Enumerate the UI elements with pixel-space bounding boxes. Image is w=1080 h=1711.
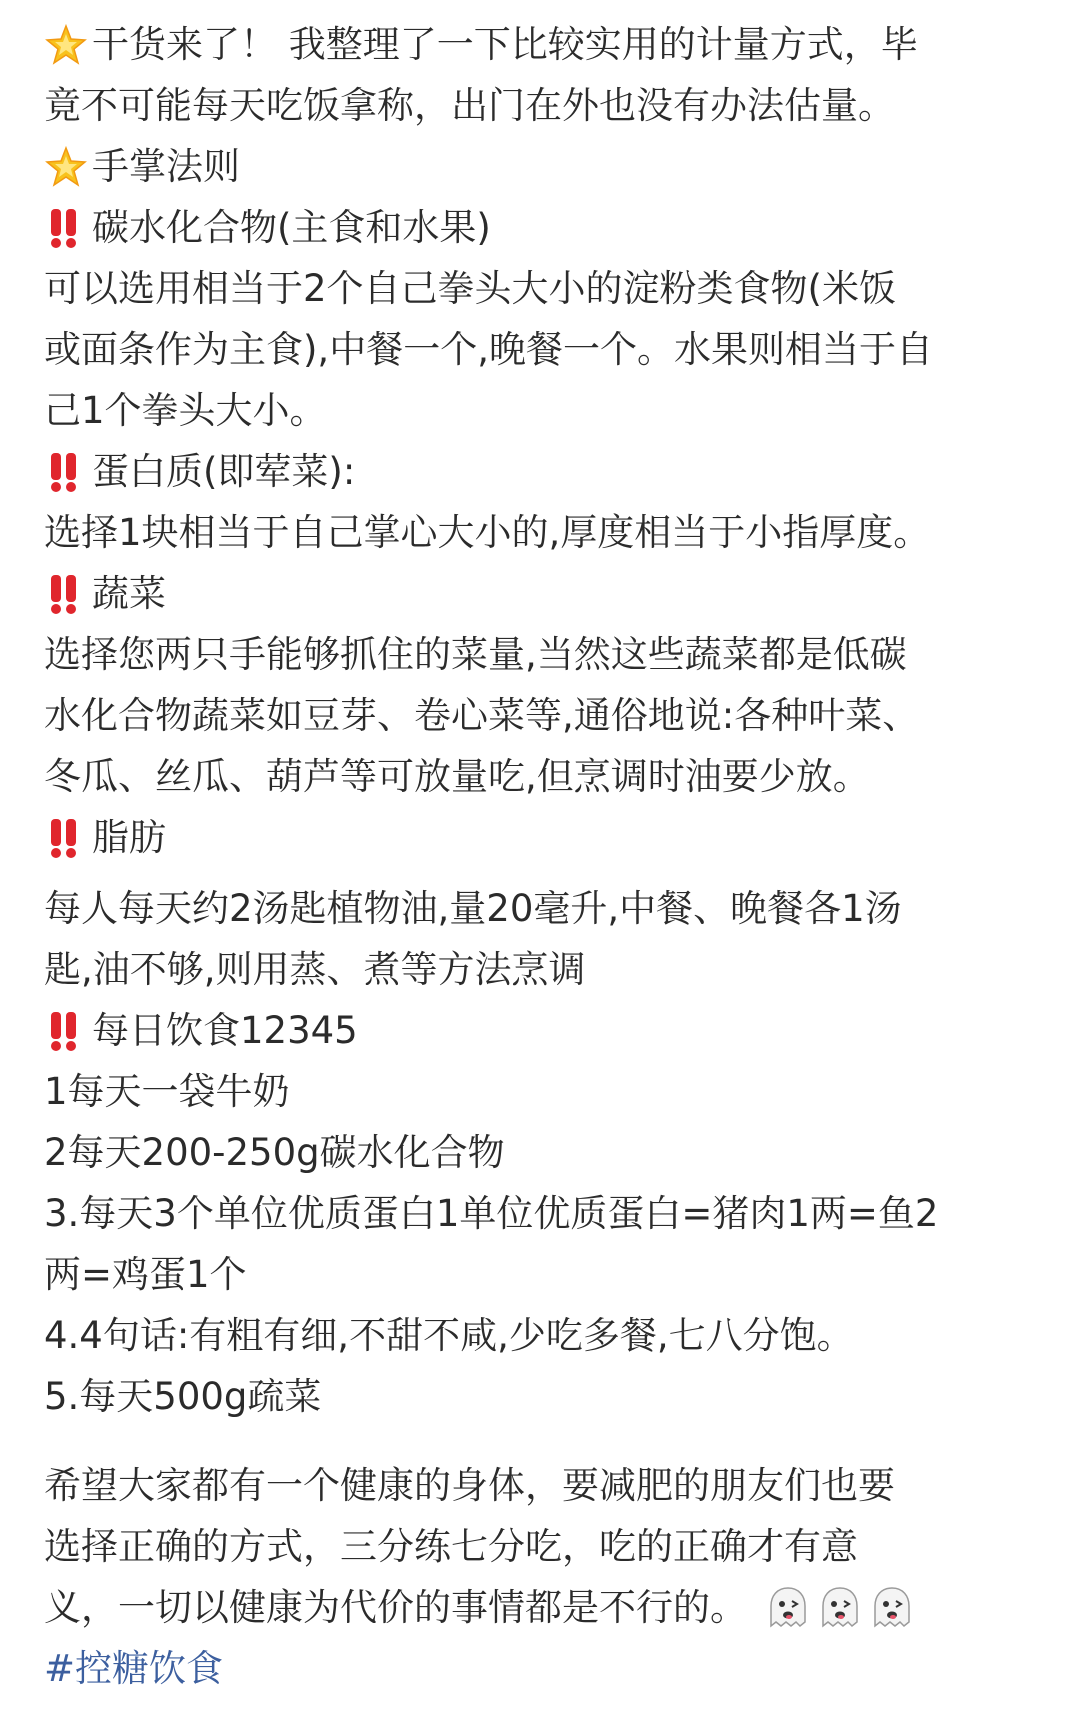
daily-item [44, 1061, 1044, 1122]
fat-heading: 脂肪 [92, 816, 166, 859]
ghost-icon [817, 1585, 863, 1631]
closing-line [44, 1516, 1044, 1577]
intro-line-2 [44, 75, 1044, 136]
carb-body-2: 或面条作为主食),中餐一个,晚餐一个。水果则相当于自 [44, 328, 933, 371]
ghost-icon [765, 1585, 811, 1631]
ghost-icon [869, 1585, 915, 1631]
double-exclamation-icon [44, 816, 88, 860]
daily-item [44, 1122, 1044, 1183]
closing-text-1: 希望大家都有一个健康的身体，要减肥的朋友们也要 [44, 1464, 895, 1507]
daily-item-5: 5.每天500g疏菜 [44, 1375, 322, 1418]
rule-title: 手掌法则 [92, 145, 240, 188]
fat-body-1: 每人每天约2汤匙植物油,量20毫升,中餐、晚餐各1汤 [44, 887, 902, 930]
protein-heading-line [44, 441, 1044, 502]
veg-body-2: 水化合物蔬菜如豆芽、卷心菜等,通俗地说:各种叶菜、 [44, 694, 920, 737]
carb-body-line [44, 258, 1044, 319]
carb-body-line [44, 319, 1044, 380]
fat-body-2: 匙,油不够,则用蒸、煮等方法烹调 [44, 948, 586, 991]
daily-item [44, 1244, 1044, 1305]
post-content [44, 14, 1044, 1699]
protein-body-1: 选择1块相当于自己掌心大小的,厚度相当于小指厚度。 [44, 511, 931, 554]
double-exclamation-icon [44, 572, 88, 616]
rule-title-line [44, 136, 1044, 197]
intro-line-1 [44, 14, 1044, 75]
veg-body-3: 冬瓜、丝瓜、葫芦等可放量吃,但烹调时油要少放。 [44, 755, 870, 798]
spacer [44, 1427, 1044, 1455]
carb-body-1: 可以选用相当于2个自己拳头大小的淀粉类食物(米饭 [44, 267, 896, 310]
daily-item-2: 2每天200-250g碳水化合物 [44, 1131, 505, 1174]
daily-item-1: 1每天一袋牛奶 [44, 1070, 290, 1113]
closing-text-2: 选择正确的方式，三分练七分吃，吃的正确才有意 [44, 1525, 858, 1568]
carb-heading: 碳水化合物(主食和水果) [92, 206, 491, 249]
daily-item [44, 1183, 1044, 1244]
fat-heading-line [44, 807, 1044, 868]
daily-item [44, 1305, 1044, 1366]
daily-item-4: 4.4句话:有粗有细,不甜不咸,少吃多餐,七八分饱。 [44, 1314, 854, 1357]
daily-heading: 每日饮食12345 [92, 1009, 358, 1052]
daily-item [44, 1366, 1044, 1427]
intro-text-2: 竟不可能每天吃饭拿称，出门在外也没有办法估量。 [44, 84, 895, 127]
veg-heading-line [44, 563, 1044, 624]
carb-body-line [44, 380, 1044, 441]
protein-heading: 蛋白质(即荤菜): [92, 450, 356, 493]
glowing-star-icon [44, 23, 88, 67]
closing-line [44, 1577, 1044, 1638]
veg-body-line [44, 624, 1044, 685]
protein-body-line [44, 502, 1044, 563]
veg-body-line [44, 746, 1044, 807]
intro-text-1: 干货来了！ 我整理了一下比较实用的计量方式，毕 [92, 23, 918, 66]
hashtag-link[interactable]: #控糖饮食 [44, 1647, 224, 1690]
double-exclamation-icon [44, 206, 88, 250]
veg-heading: 蔬菜 [92, 572, 166, 615]
daily-item-3-cont: 两=鸡蛋1个 [44, 1253, 247, 1296]
closing-text-3: 义，一切以健康为代价的事情都是不行的。 [44, 1586, 747, 1629]
closing-line [44, 1455, 1044, 1516]
daily-heading-line [44, 1000, 1044, 1061]
double-exclamation-icon [44, 1009, 88, 1053]
double-exclamation-icon [44, 450, 88, 494]
veg-body-line [44, 685, 1044, 746]
veg-body-1: 选择您两只手能够抓住的菜量,当然这些蔬菜都是低碳 [44, 633, 907, 676]
fat-body-line [44, 939, 1044, 1000]
daily-item-3: 3.每天3个单位优质蛋白1单位优质蛋白=猪肉1两=鱼2 [44, 1192, 939, 1235]
ghost-emojis [765, 1585, 915, 1631]
glowing-star-icon [44, 145, 88, 189]
carb-body-3: 己1个拳头大小。 [44, 389, 327, 432]
spacer [44, 868, 1044, 878]
hashtag-line [44, 1638, 1044, 1699]
carb-heading-line [44, 197, 1044, 258]
fat-body-line [44, 878, 1044, 939]
